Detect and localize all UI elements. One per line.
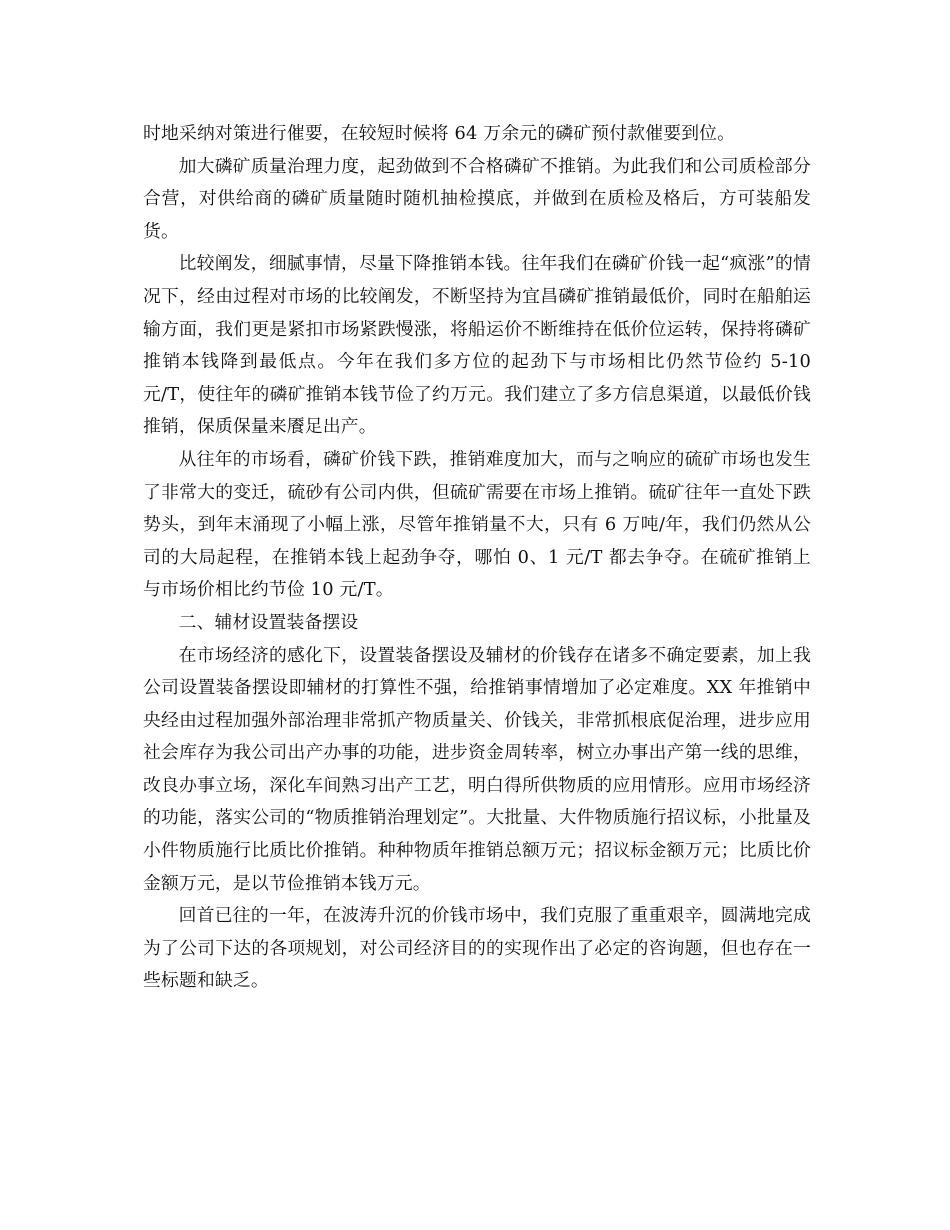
paragraph-quality-control: 加大磷矿质量治理力度，起劲做到不合格磷矿不推销。为此我们和公司质检部分合营，对供给商的磷矿质量随时随机抽检摸底，并做到在质检及格后，方可装船发货。 (143, 155, 811, 242)
section-heading-auxiliary-materials: 二、辅材设置装备摆设 (178, 611, 359, 633)
document-page (143, 118, 811, 998)
paragraph-continuation: 时地采纳对策进行催要，在较短时候将 64 万余元的磷矿预付款催要到位。 (143, 123, 736, 144)
paragraph-sulfur-market: 从往年的市场看，磷矿价钱下跌，推销难度加大，而与之响应的硫矿市场也发生了非常大的变迁，硫砂有公司内供，但硫矿需要在市场上推销。硫矿往年一直处下跌势头，到年末涌现了小幅上涨，尽管年推销量不大，只有 6 万吨/年，我们仍然从公司的大局起程，在推销本钱上起劲争夺，哪怕 0、1 元/T 都去争夺。在硫矿推销上与市场价相比约节俭 10 元/T。 (143, 448, 811, 601)
paragraph-cost-reduction: 比较阐发，细腻事情，尽量下降推销本钱。往年我们在磷矿价钱一起“疯涨”的情况下，经由过程对市场的比较阐发，不断坚持为宜昌磷矿推销最低价，同时在船舶运输方面，我们更是紧扣市场紧跌慢涨，将船运价不断维持在低价位运转，保持将磷矿推销本钱降到最低点。今年在我们多方位的起劲下与市场相比仍然节俭约 5-10 元/T，使往年的磷矿推销本钱节俭了约万元。我们建立了多方信息渠道，以最低价钱推销，保质保量来餍足出产。 (143, 253, 811, 438)
paragraph-review: 回首已往的一年，在波涛升沉的价钱市场中，我们克服了重重艰辛，圆满地完成为了公司下达的各项规划，对公司经济目的的实现作出了必定的咨询题，但也存在一些标题和缺乏。 (143, 905, 811, 992)
paragraph-equipment-materials: 在市场经济的感化下，设置装备摆设及辅材的价钱存在诸多不确定要素，加上我公司设置装备摆设即辅材的打算性不强，给推销事情增加了必定难度。XX 年推销中央经由过程加强外部治理非常抓产物质量关、价钱关，非常抓根底促治理，进步应用社会库存为我公司出产办事的功能，进步资金周转率，树立办事出产第一线的思维，改良办事立场，深化车间熟习出产工艺，明白得所供物质的应用情形。应用市场经济的功能，落实公司的“物质推销治理划定”。大批量、大件物质施行招议标，小批量及小件物质施行比质比价推销。种种物质年推销总额万元；招议标金额万元；比质比价金额万元，是以节俭推销本钱万元。 (143, 644, 811, 894)
